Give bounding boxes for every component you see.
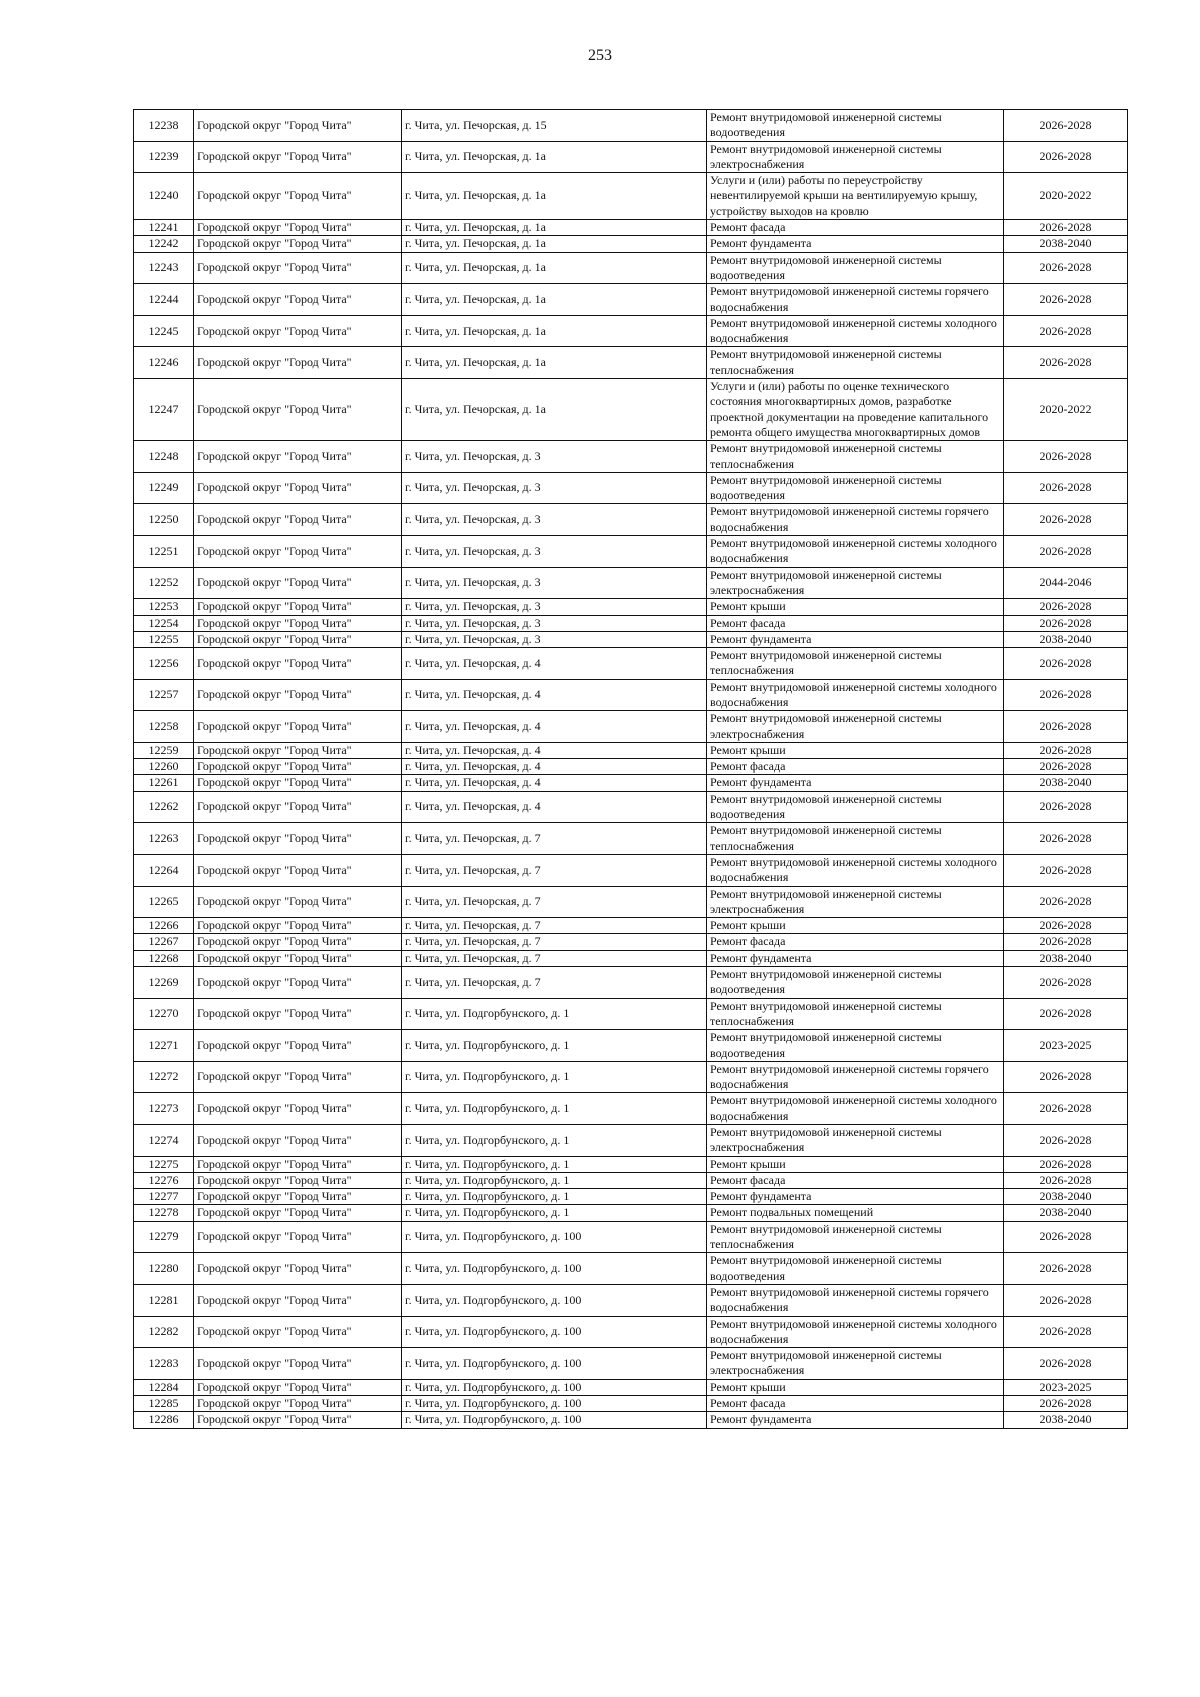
work-type-cell: Ремонт внутридомовой инженерной системы электроснабжения xyxy=(707,567,1004,599)
work-type-cell: Ремонт фундамента xyxy=(707,631,1004,647)
address-cell: г. Чита, ул. Подгорбунского, д. 100 xyxy=(402,1284,707,1316)
municipality-cell: Городской округ "Город Чита" xyxy=(194,615,402,631)
period-cell: 2026-2028 xyxy=(1004,1253,1128,1285)
period-cell: 2026-2028 xyxy=(1004,220,1128,236)
municipality-cell: Городской округ "Город Чита" xyxy=(194,998,402,1030)
work-type-cell: Ремонт внутридомовой инженерной системы теплоснабжения xyxy=(707,998,1004,1030)
row-number-cell: 12271 xyxy=(134,1030,194,1062)
work-type-cell: Ремонт внутридомовой инженерной системы горячего водоснабжения xyxy=(707,284,1004,316)
address-cell: г. Чита, ул. Печорская, д. 3 xyxy=(402,504,707,536)
municipality-cell: Городской округ "Город Чита" xyxy=(194,347,402,379)
municipality-cell: Городской округ "Город Чита" xyxy=(194,648,402,680)
row-number-cell: 12286 xyxy=(134,1412,194,1428)
row-number-cell: 12255 xyxy=(134,631,194,647)
table-row xyxy=(134,236,1128,252)
table-row xyxy=(134,284,1128,316)
work-type-cell: Ремонт внутридомовой инженерной системы электроснабжения xyxy=(707,1125,1004,1157)
address-cell: г. Чита, ул. Подгорбунского, д. 1 xyxy=(402,1172,707,1188)
work-type-cell: Ремонт внутридомовой инженерной системы водоотведения xyxy=(707,1030,1004,1062)
row-number-cell: 12281 xyxy=(134,1284,194,1316)
period-cell: 2044-2046 xyxy=(1004,567,1128,599)
work-type-cell: Ремонт внутридомовой инженерной системы водоотведения xyxy=(707,252,1004,284)
table-row xyxy=(134,918,1128,934)
period-cell: 2026-2028 xyxy=(1004,886,1128,918)
row-number-cell: 12267 xyxy=(134,934,194,950)
row-number-cell: 12283 xyxy=(134,1348,194,1380)
period-cell: 2023-2025 xyxy=(1004,1379,1128,1395)
municipality-cell: Городской округ "Город Чита" xyxy=(194,854,402,886)
period-cell: 2026-2028 xyxy=(1004,110,1128,142)
row-number-cell: 12275 xyxy=(134,1156,194,1172)
address-cell: г. Чита, ул. Печорская, д. 1а xyxy=(402,284,707,316)
table-row xyxy=(134,504,1128,536)
row-number-cell: 12258 xyxy=(134,711,194,743)
work-type-cell: Услуги и (или) работы по оценке технического состояния многоквартирных домов, разработке проектной документации на проведение капитального ремонта общего имущества многоквартирных домов xyxy=(707,379,1004,441)
work-type-cell: Ремонт фундамента xyxy=(707,1189,1004,1205)
work-type-cell: Ремонт внутридомовой инженерной системы горячего водоснабжения xyxy=(707,1061,1004,1093)
address-cell: г. Чита, ул. Печорская, д. 1а xyxy=(402,347,707,379)
municipality-cell: Городской округ "Город Чита" xyxy=(194,1316,402,1348)
municipality-cell: Городской округ "Город Чита" xyxy=(194,599,402,615)
work-type-cell: Ремонт фасада xyxy=(707,934,1004,950)
row-number-cell: 12249 xyxy=(134,472,194,504)
municipality-cell: Городской округ "Город Чита" xyxy=(194,791,402,823)
period-cell: 2026-2028 xyxy=(1004,1061,1128,1093)
period-cell: 2026-2028 xyxy=(1004,934,1128,950)
address-cell: г. Чита, ул. Печорская, д. 7 xyxy=(402,950,707,966)
table-row xyxy=(134,1221,1128,1253)
period-cell: 2026-2028 xyxy=(1004,1396,1128,1412)
period-cell: 2026-2028 xyxy=(1004,1221,1128,1253)
period-cell: 2026-2028 xyxy=(1004,1284,1128,1316)
table-row xyxy=(134,823,1128,855)
work-type-cell: Ремонт внутридомовой инженерной системы электроснабжения xyxy=(707,1348,1004,1380)
row-number-cell: 12285 xyxy=(134,1396,194,1412)
page-number: 253 xyxy=(588,47,612,64)
address-cell: г. Чита, ул. Печорская, д. 1а xyxy=(402,141,707,173)
row-number-cell: 12242 xyxy=(134,236,194,252)
address-cell: г. Чита, ул. Печорская, д. 3 xyxy=(402,441,707,473)
period-cell: 2026-2028 xyxy=(1004,648,1128,680)
address-cell: г. Чита, ул. Подгорбунского, д. 1 xyxy=(402,998,707,1030)
work-type-cell: Ремонт внутридомовой инженерной системы водоотведения xyxy=(707,110,1004,142)
work-type-cell: Ремонт внутридомовой инженерной системы холодного водоснабжения xyxy=(707,679,1004,711)
table-row xyxy=(134,775,1128,791)
period-cell: 2026-2028 xyxy=(1004,472,1128,504)
work-type-cell: Ремонт внутридомовой инженерной системы электроснабжения xyxy=(707,711,1004,743)
period-cell: 2020-2022 xyxy=(1004,173,1128,220)
table-row xyxy=(134,742,1128,758)
table-row xyxy=(134,110,1128,142)
period-cell: 2038-2040 xyxy=(1004,1205,1128,1221)
address-cell: г. Чита, ул. Печорская, д. 7 xyxy=(402,967,707,999)
address-cell: г. Чита, ул. Подгорбунского, д. 100 xyxy=(402,1348,707,1380)
table-row xyxy=(134,567,1128,599)
municipality-cell: Городской округ "Город Чита" xyxy=(194,1412,402,1428)
period-cell: 2038-2040 xyxy=(1004,775,1128,791)
address-cell: г. Чита, ул. Печорская, д. 3 xyxy=(402,631,707,647)
table-row xyxy=(134,1316,1128,1348)
work-type-cell: Ремонт фасада xyxy=(707,1172,1004,1188)
row-number-cell: 12243 xyxy=(134,252,194,284)
table-row xyxy=(134,1189,1128,1205)
period-cell: 2026-2028 xyxy=(1004,615,1128,631)
period-cell: 2026-2028 xyxy=(1004,918,1128,934)
work-type-cell: Ремонт внутридомовой инженерной системы горячего водоснабжения xyxy=(707,504,1004,536)
row-number-cell: 12245 xyxy=(134,315,194,347)
address-cell: г. Чита, ул. Печорская, д. 3 xyxy=(402,599,707,615)
row-number-cell: 12257 xyxy=(134,679,194,711)
municipality-cell: Городской округ "Город Чита" xyxy=(194,1253,402,1285)
address-cell: г. Чита, ул. Подгорбунского, д. 1 xyxy=(402,1030,707,1062)
table-row xyxy=(134,1284,1128,1316)
address-cell: г. Чита, ул. Печорская, д. 3 xyxy=(402,567,707,599)
period-cell: 2038-2040 xyxy=(1004,1189,1128,1205)
row-number-cell: 12273 xyxy=(134,1093,194,1125)
work-type-cell: Ремонт подвальных помещений xyxy=(707,1205,1004,1221)
municipality-cell: Городской округ "Город Чита" xyxy=(194,379,402,441)
address-cell: г. Чита, ул. Подгорбунского, д. 100 xyxy=(402,1316,707,1348)
table-row xyxy=(134,1396,1128,1412)
municipality-cell: Городской округ "Город Чита" xyxy=(194,918,402,934)
period-cell: 2026-2028 xyxy=(1004,599,1128,615)
period-cell: 2026-2028 xyxy=(1004,347,1128,379)
row-number-cell: 12262 xyxy=(134,791,194,823)
address-cell: г. Чита, ул. Печорская, д. 7 xyxy=(402,934,707,950)
work-type-cell: Ремонт фундамента xyxy=(707,950,1004,966)
work-type-cell: Ремонт внутридомовой инженерной системы теплоснабжения xyxy=(707,347,1004,379)
row-number-cell: 12270 xyxy=(134,998,194,1030)
row-number-cell: 12282 xyxy=(134,1316,194,1348)
period-cell: 2038-2040 xyxy=(1004,631,1128,647)
table-row xyxy=(134,1030,1128,1062)
row-number-cell: 12246 xyxy=(134,347,194,379)
period-cell: 2020-2022 xyxy=(1004,379,1128,441)
table-row xyxy=(134,347,1128,379)
municipality-cell: Городской округ "Город Чита" xyxy=(194,631,402,647)
period-cell: 2026-2028 xyxy=(1004,759,1128,775)
municipality-cell: Городской округ "Город Чита" xyxy=(194,742,402,758)
period-cell: 2026-2028 xyxy=(1004,854,1128,886)
address-cell: г. Чита, ул. Печорская, д. 7 xyxy=(402,918,707,934)
period-cell: 2026-2028 xyxy=(1004,823,1128,855)
municipality-cell: Городской округ "Город Чита" xyxy=(194,1156,402,1172)
row-number-cell: 12238 xyxy=(134,110,194,142)
period-cell: 2026-2028 xyxy=(1004,679,1128,711)
municipality-cell: Городской округ "Город Чита" xyxy=(194,236,402,252)
municipality-cell: Городской округ "Город Чита" xyxy=(194,679,402,711)
period-cell: 2026-2028 xyxy=(1004,315,1128,347)
work-type-cell: Ремонт внутридомовой инженерной системы водоотведения xyxy=(707,791,1004,823)
work-type-cell: Ремонт внутридомовой инженерной системы теплоснабжения xyxy=(707,648,1004,680)
period-cell: 2026-2028 xyxy=(1004,1125,1128,1157)
row-number-cell: 12276 xyxy=(134,1172,194,1188)
row-number-cell: 12266 xyxy=(134,918,194,934)
table-row xyxy=(134,1125,1128,1157)
row-number-cell: 12252 xyxy=(134,567,194,599)
address-cell: г. Чита, ул. Печорская, д. 1а xyxy=(402,173,707,220)
address-cell: г. Чита, ул. Печорская, д. 1а xyxy=(402,379,707,441)
table-row xyxy=(134,1093,1128,1125)
municipality-cell: Городской округ "Город Чита" xyxy=(194,1284,402,1316)
address-cell: г. Чита, ул. Печорская, д. 4 xyxy=(402,742,707,758)
work-type-cell: Ремонт фасада xyxy=(707,1396,1004,1412)
row-number-cell: 12272 xyxy=(134,1061,194,1093)
municipality-cell: Городской округ "Город Чита" xyxy=(194,1189,402,1205)
address-cell: г. Чита, ул. Подгорбунского, д. 100 xyxy=(402,1221,707,1253)
address-cell: г. Чита, ул. Печорская, д. 4 xyxy=(402,648,707,680)
table-row xyxy=(134,536,1128,568)
period-cell: 2026-2028 xyxy=(1004,1316,1128,1348)
work-type-cell: Ремонт фасада xyxy=(707,759,1004,775)
row-number-cell: 12239 xyxy=(134,141,194,173)
table-row xyxy=(134,631,1128,647)
work-type-cell: Ремонт фундамента xyxy=(707,1412,1004,1428)
table-body xyxy=(134,110,1128,1429)
period-cell: 2026-2028 xyxy=(1004,791,1128,823)
table-row xyxy=(134,1348,1128,1380)
work-type-cell: Ремонт фундамента xyxy=(707,775,1004,791)
period-cell: 2026-2028 xyxy=(1004,711,1128,743)
work-type-cell: Ремонт внутридомовой инженерной системы холодного водоснабжения xyxy=(707,1093,1004,1125)
table-row xyxy=(134,599,1128,615)
row-number-cell: 12259 xyxy=(134,742,194,758)
municipality-cell: Городской округ "Город Чита" xyxy=(194,284,402,316)
table-row xyxy=(134,967,1128,999)
address-cell: г. Чита, ул. Подгорбунского, д. 1 xyxy=(402,1205,707,1221)
work-type-cell: Ремонт внутридомовой инженерной системы электроснабжения xyxy=(707,141,1004,173)
address-cell: г. Чита, ул. Подгорбунского, д. 1 xyxy=(402,1189,707,1205)
period-cell: 2026-2028 xyxy=(1004,141,1128,173)
table-row xyxy=(134,1205,1128,1221)
municipality-cell: Городской округ "Город Чита" xyxy=(194,711,402,743)
period-cell: 2026-2028 xyxy=(1004,284,1128,316)
work-type-cell: Ремонт внутридомовой инженерной системы холодного водоснабжения xyxy=(707,536,1004,568)
row-number-cell: 12241 xyxy=(134,220,194,236)
address-cell: г. Чита, ул. Печорская, д. 4 xyxy=(402,679,707,711)
row-number-cell: 12274 xyxy=(134,1125,194,1157)
table-row xyxy=(134,791,1128,823)
work-type-cell: Ремонт крыши xyxy=(707,918,1004,934)
period-cell: 2026-2028 xyxy=(1004,967,1128,999)
row-number-cell: 12278 xyxy=(134,1205,194,1221)
row-number-cell: 12280 xyxy=(134,1253,194,1285)
period-cell: 2038-2040 xyxy=(1004,950,1128,966)
work-type-cell: Ремонт фасада xyxy=(707,615,1004,631)
work-type-cell: Ремонт внутридомовой инженерной системы теплоснабжения xyxy=(707,823,1004,855)
table-row xyxy=(134,998,1128,1030)
municipality-cell: Городской округ "Город Чита" xyxy=(194,823,402,855)
municipality-cell: Городской округ "Город Чита" xyxy=(194,775,402,791)
period-cell: 2038-2040 xyxy=(1004,1412,1128,1428)
table-row xyxy=(134,315,1128,347)
table-row xyxy=(134,173,1128,220)
municipality-cell: Городской округ "Город Чита" xyxy=(194,220,402,236)
municipality-cell: Городской округ "Город Чита" xyxy=(194,1125,402,1157)
work-type-cell: Ремонт внутридомовой инженерной системы водоотведения xyxy=(707,1253,1004,1285)
work-type-cell: Ремонт внутридомовой инженерной системы водоотведения xyxy=(707,967,1004,999)
municipality-cell: Городской округ "Город Чита" xyxy=(194,567,402,599)
table-row xyxy=(134,1253,1128,1285)
table-row xyxy=(134,441,1128,473)
row-number-cell: 12244 xyxy=(134,284,194,316)
table-row xyxy=(134,141,1128,173)
municipality-cell: Городской округ "Город Чита" xyxy=(194,252,402,284)
table-row xyxy=(134,472,1128,504)
address-cell: г. Чита, ул. Печорская, д. 1а xyxy=(402,252,707,284)
period-cell: 2026-2028 xyxy=(1004,441,1128,473)
row-number-cell: 12277 xyxy=(134,1189,194,1205)
table-row xyxy=(134,759,1128,775)
municipality-cell: Городской округ "Город Чита" xyxy=(194,1348,402,1380)
row-number-cell: 12269 xyxy=(134,967,194,999)
address-cell: г. Чита, ул. Печорская, д. 7 xyxy=(402,854,707,886)
work-type-cell: Ремонт крыши xyxy=(707,1156,1004,1172)
municipality-cell: Городской округ "Город Чита" xyxy=(194,1379,402,1395)
work-type-cell: Ремонт внутридомовой инженерной системы холодного водоснабжения xyxy=(707,315,1004,347)
work-type-cell: Ремонт внутридомовой инженерной системы электроснабжения xyxy=(707,886,1004,918)
municipality-cell: Городской округ "Город Чита" xyxy=(194,1061,402,1093)
table-row xyxy=(134,711,1128,743)
table-row xyxy=(134,615,1128,631)
work-type-cell: Ремонт внутридомовой инженерной системы холодного водоснабжения xyxy=(707,854,1004,886)
address-cell: г. Чита, ул. Печорская, д. 1а xyxy=(402,315,707,347)
address-cell: г. Чита, ул. Печорская, д. 1а xyxy=(402,236,707,252)
period-cell: 2026-2028 xyxy=(1004,1093,1128,1125)
table-row xyxy=(134,854,1128,886)
municipality-cell: Городской округ "Город Чита" xyxy=(194,504,402,536)
address-cell: г. Чита, ул. Печорская, д. 4 xyxy=(402,711,707,743)
work-type-cell: Ремонт внутридомовой инженерной системы теплоснабжения xyxy=(707,441,1004,473)
municipality-cell: Городской округ "Город Чита" xyxy=(194,1396,402,1412)
work-type-cell: Ремонт крыши xyxy=(707,1379,1004,1395)
municipality-cell: Городской округ "Город Чита" xyxy=(194,1093,402,1125)
municipality-cell: Городской округ "Город Чита" xyxy=(194,967,402,999)
row-number-cell: 12250 xyxy=(134,504,194,536)
row-number-cell: 12265 xyxy=(134,886,194,918)
work-type-cell: Ремонт крыши xyxy=(707,599,1004,615)
address-cell: г. Чита, ул. Печорская, д. 7 xyxy=(402,886,707,918)
municipality-cell: Городской округ "Город Чита" xyxy=(194,1172,402,1188)
work-schedule-table xyxy=(133,109,1128,1429)
municipality-cell: Городской округ "Город Чита" xyxy=(194,886,402,918)
row-number-cell: 12251 xyxy=(134,536,194,568)
table-row xyxy=(134,1379,1128,1395)
row-number-cell: 12247 xyxy=(134,379,194,441)
address-cell: г. Чита, ул. Печорская, д. 15 xyxy=(402,110,707,142)
period-cell: 2026-2028 xyxy=(1004,504,1128,536)
row-number-cell: 12261 xyxy=(134,775,194,791)
work-type-cell: Ремонт внутридомовой инженерной системы горячего водоснабжения xyxy=(707,1284,1004,1316)
address-cell: г. Чита, ул. Печорская, д. 3 xyxy=(402,615,707,631)
municipality-cell: Городской округ "Город Чита" xyxy=(194,110,402,142)
period-cell: 2026-2028 xyxy=(1004,998,1128,1030)
address-cell: г. Чита, ул. Печорская, д. 1а xyxy=(402,220,707,236)
municipality-cell: Городской округ "Город Чита" xyxy=(194,472,402,504)
table-row xyxy=(134,220,1128,236)
municipality-cell: Городской округ "Город Чита" xyxy=(194,441,402,473)
row-number-cell: 12264 xyxy=(134,854,194,886)
address-cell: г. Чита, ул. Подгорбунского, д. 1 xyxy=(402,1156,707,1172)
work-type-cell: Ремонт внутридомовой инженерной системы холодного водоснабжения xyxy=(707,1316,1004,1348)
period-cell: 2038-2040 xyxy=(1004,236,1128,252)
table-row xyxy=(134,679,1128,711)
address-cell: г. Чита, ул. Подгорбунского, д. 1 xyxy=(402,1061,707,1093)
table-row xyxy=(134,950,1128,966)
row-number-cell: 12260 xyxy=(134,759,194,775)
row-number-cell: 12279 xyxy=(134,1221,194,1253)
row-number-cell: 12240 xyxy=(134,173,194,220)
row-number-cell: 12248 xyxy=(134,441,194,473)
address-cell: г. Чита, ул. Подгорбунского, д. 100 xyxy=(402,1379,707,1395)
address-cell: г. Чита, ул. Подгорбунского, д. 1 xyxy=(402,1125,707,1157)
period-cell: 2026-2028 xyxy=(1004,252,1128,284)
address-cell: г. Чита, ул. Печорская, д. 4 xyxy=(402,775,707,791)
table-row xyxy=(134,379,1128,441)
address-cell: г. Чита, ул. Печорская, д. 7 xyxy=(402,823,707,855)
work-type-cell: Ремонт внутридомовой инженерной системы теплоснабжения xyxy=(707,1221,1004,1253)
address-cell: г. Чита, ул. Подгорбунского, д. 1 xyxy=(402,1093,707,1125)
table-row xyxy=(134,886,1128,918)
municipality-cell: Городской округ "Город Чита" xyxy=(194,141,402,173)
address-cell: г. Чита, ул. Печорская, д. 3 xyxy=(402,536,707,568)
row-number-cell: 12256 xyxy=(134,648,194,680)
address-cell: г. Чита, ул. Подгорбунского, д. 100 xyxy=(402,1412,707,1428)
municipality-cell: Городской округ "Город Чита" xyxy=(194,950,402,966)
table-row xyxy=(134,1156,1128,1172)
table-row xyxy=(134,252,1128,284)
municipality-cell: Городской округ "Город Чита" xyxy=(194,173,402,220)
work-type-cell: Ремонт фундамента xyxy=(707,236,1004,252)
table-row xyxy=(134,1412,1128,1428)
period-cell: 2026-2028 xyxy=(1004,742,1128,758)
work-type-cell: Ремонт фасада xyxy=(707,220,1004,236)
address-cell: г. Чита, ул. Подгорбунского, д. 100 xyxy=(402,1253,707,1285)
table-row xyxy=(134,934,1128,950)
municipality-cell: Городской округ "Город Чита" xyxy=(194,536,402,568)
row-number-cell: 12284 xyxy=(134,1379,194,1395)
period-cell: 2026-2028 xyxy=(1004,536,1128,568)
table-row xyxy=(134,1061,1128,1093)
row-number-cell: 12254 xyxy=(134,615,194,631)
municipality-cell: Городской округ "Город Чита" xyxy=(194,1205,402,1221)
period-cell: 2023-2025 xyxy=(1004,1030,1128,1062)
row-number-cell: 12263 xyxy=(134,823,194,855)
municipality-cell: Городской округ "Город Чита" xyxy=(194,934,402,950)
address-cell: г. Чита, ул. Подгорбунского, д. 100 xyxy=(402,1396,707,1412)
work-type-cell: Услуги и (или) работы по переустройству невентилируемой крыши на вентилируемую крышу, устройству выходов на кровлю xyxy=(707,173,1004,220)
municipality-cell: Городской округ "Город Чита" xyxy=(194,315,402,347)
municipality-cell: Городской округ "Город Чита" xyxy=(194,1221,402,1253)
work-type-cell: Ремонт крыши xyxy=(707,742,1004,758)
address-cell: г. Чита, ул. Печорская, д. 4 xyxy=(402,759,707,775)
table-row xyxy=(134,648,1128,680)
period-cell: 2026-2028 xyxy=(1004,1156,1128,1172)
period-cell: 2026-2028 xyxy=(1004,1172,1128,1188)
municipality-cell: Городской округ "Город Чита" xyxy=(194,1030,402,1062)
work-type-cell: Ремонт внутридомовой инженерной системы водоотведения xyxy=(707,472,1004,504)
period-cell: 2026-2028 xyxy=(1004,1348,1128,1380)
address-cell: г. Чита, ул. Печорская, д. 4 xyxy=(402,791,707,823)
address-cell: г. Чита, ул. Печорская, д. 3 xyxy=(402,472,707,504)
row-number-cell: 12253 xyxy=(134,599,194,615)
table-row xyxy=(134,1172,1128,1188)
row-number-cell: 12268 xyxy=(134,950,194,966)
municipality-cell: Городской округ "Город Чита" xyxy=(194,759,402,775)
